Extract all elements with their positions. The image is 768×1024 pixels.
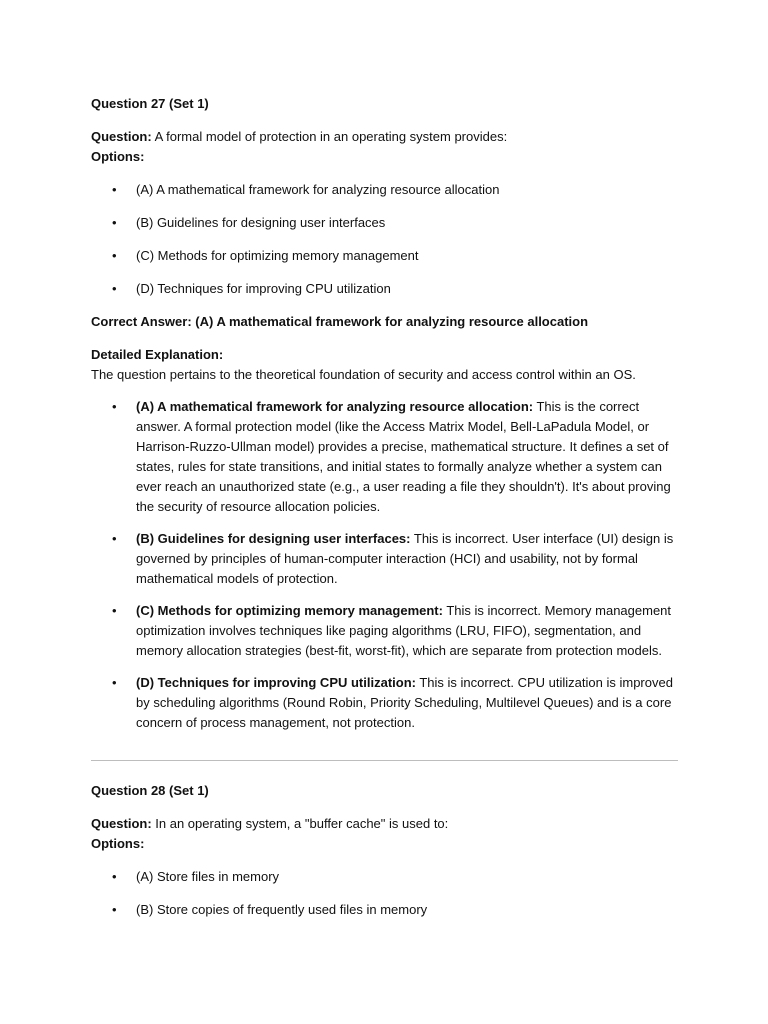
question-28-heading: Question 28 (Set 1): [91, 783, 209, 798]
explanation-body: This is incorrect. User interface (UI) design is governed by principles of human-computer interaction (HCI) and usability, not by formal mathematical models of protection.: [136, 531, 674, 586]
bullet: •: [112, 399, 117, 414]
correct-answer: [91, 312, 681, 332]
question-label: Question:: [91, 129, 152, 144]
bullet: •: [112, 248, 117, 263]
option-text: (A) Store files in memory: [136, 869, 280, 884]
question-body: In an operating system, a "buffer cache" is used to:: [151, 816, 449, 831]
option-item: [91, 867, 681, 887]
explanation-item: [91, 529, 681, 589]
explanation-term: (A) A mathematical framework for analyzing resource allocation:: [136, 399, 534, 414]
explanation-body: This is the correct answer. A formal protection model (like the Access Matrix Model, Bell-LaPadula Model, or Harrison-Ruzzo-Ullman model) provides a precise, mathematical structure. It defines a set of states, rules for state transitions, and initial states to formally analyze whether a system can ever reach an unauthorized state (e.g., a user reading a file they shouldn't). It's about proving the security of resource allocation policies.: [136, 399, 671, 514]
options-label: Options:: [91, 149, 145, 164]
explanation-term: (D) Techniques for improving CPU utilization:: [136, 675, 416, 690]
option-text: (B) Guidelines for designing user interfaces: [136, 215, 386, 230]
option-item: [91, 279, 681, 299]
section-divider: [91, 760, 678, 761]
explanation-term: (B) Guidelines for designing user interfaces:: [136, 531, 411, 546]
option-item: [91, 213, 681, 233]
bullet: •: [112, 531, 117, 546]
explanation-text: The question pertains to the theoretical foundation of security and access control within an OS.: [91, 367, 636, 382]
explanation-item: [91, 673, 681, 733]
question-body: A formal model of protection in an operating system provides:: [151, 129, 508, 144]
option-item: [91, 900, 681, 920]
document-content: [91, 94, 681, 933]
explanation-item: [91, 601, 681, 661]
correct-answer-text: (A) A mathematical framework for analyzing resource allocation: [191, 314, 589, 329]
option-text: (D) Techniques for improving CPU utilization: [136, 281, 391, 296]
bullet: •: [112, 215, 117, 230]
explanation-term: (C) Methods for optimizing memory management:: [136, 603, 443, 618]
bullet: •: [112, 675, 117, 690]
bullet: •: [112, 603, 117, 618]
bullet: •: [112, 182, 117, 197]
option-text: (A) A mathematical framework for analyzing resource allocation: [136, 182, 500, 197]
explanation-item: [91, 397, 681, 517]
explanation-body: This is incorrect. CPU utilization is improved by scheduling algorithms (Round Robin, Priority Scheduling, Multilevel Queues) and is a core concern of process management, not protection.: [136, 675, 673, 730]
bullet: •: [112, 869, 117, 884]
option-item: [91, 246, 681, 266]
option-item: [91, 180, 681, 200]
question-27-heading: Question 27 (Set 1): [91, 96, 209, 111]
question-label: Question:: [91, 816, 152, 831]
bullet: •: [112, 902, 117, 917]
question-28-text: [91, 814, 681, 834]
options-label: Options:: [91, 836, 145, 851]
bullet: •: [112, 281, 117, 296]
correct-answer-label: Correct Answer:: [91, 314, 192, 329]
question-27-options: [91, 180, 681, 299]
explanation-heading: Detailed Explanation:: [91, 347, 224, 362]
question-27-text: [91, 127, 681, 147]
question-28-options: [91, 867, 681, 920]
option-text: (C) Methods for optimizing memory management: [136, 248, 419, 263]
explanation-body: This is incorrect. Memory management optimization involves techniques like paging algorithms (LRU, FIFO), segmentation, and memory allocation strategies (best-fit, worst-fit), which are separate from protection models.: [136, 603, 672, 658]
option-text: (B) Store copies of frequently used files in memory: [136, 902, 428, 917]
explanation-list: [91, 397, 681, 733]
